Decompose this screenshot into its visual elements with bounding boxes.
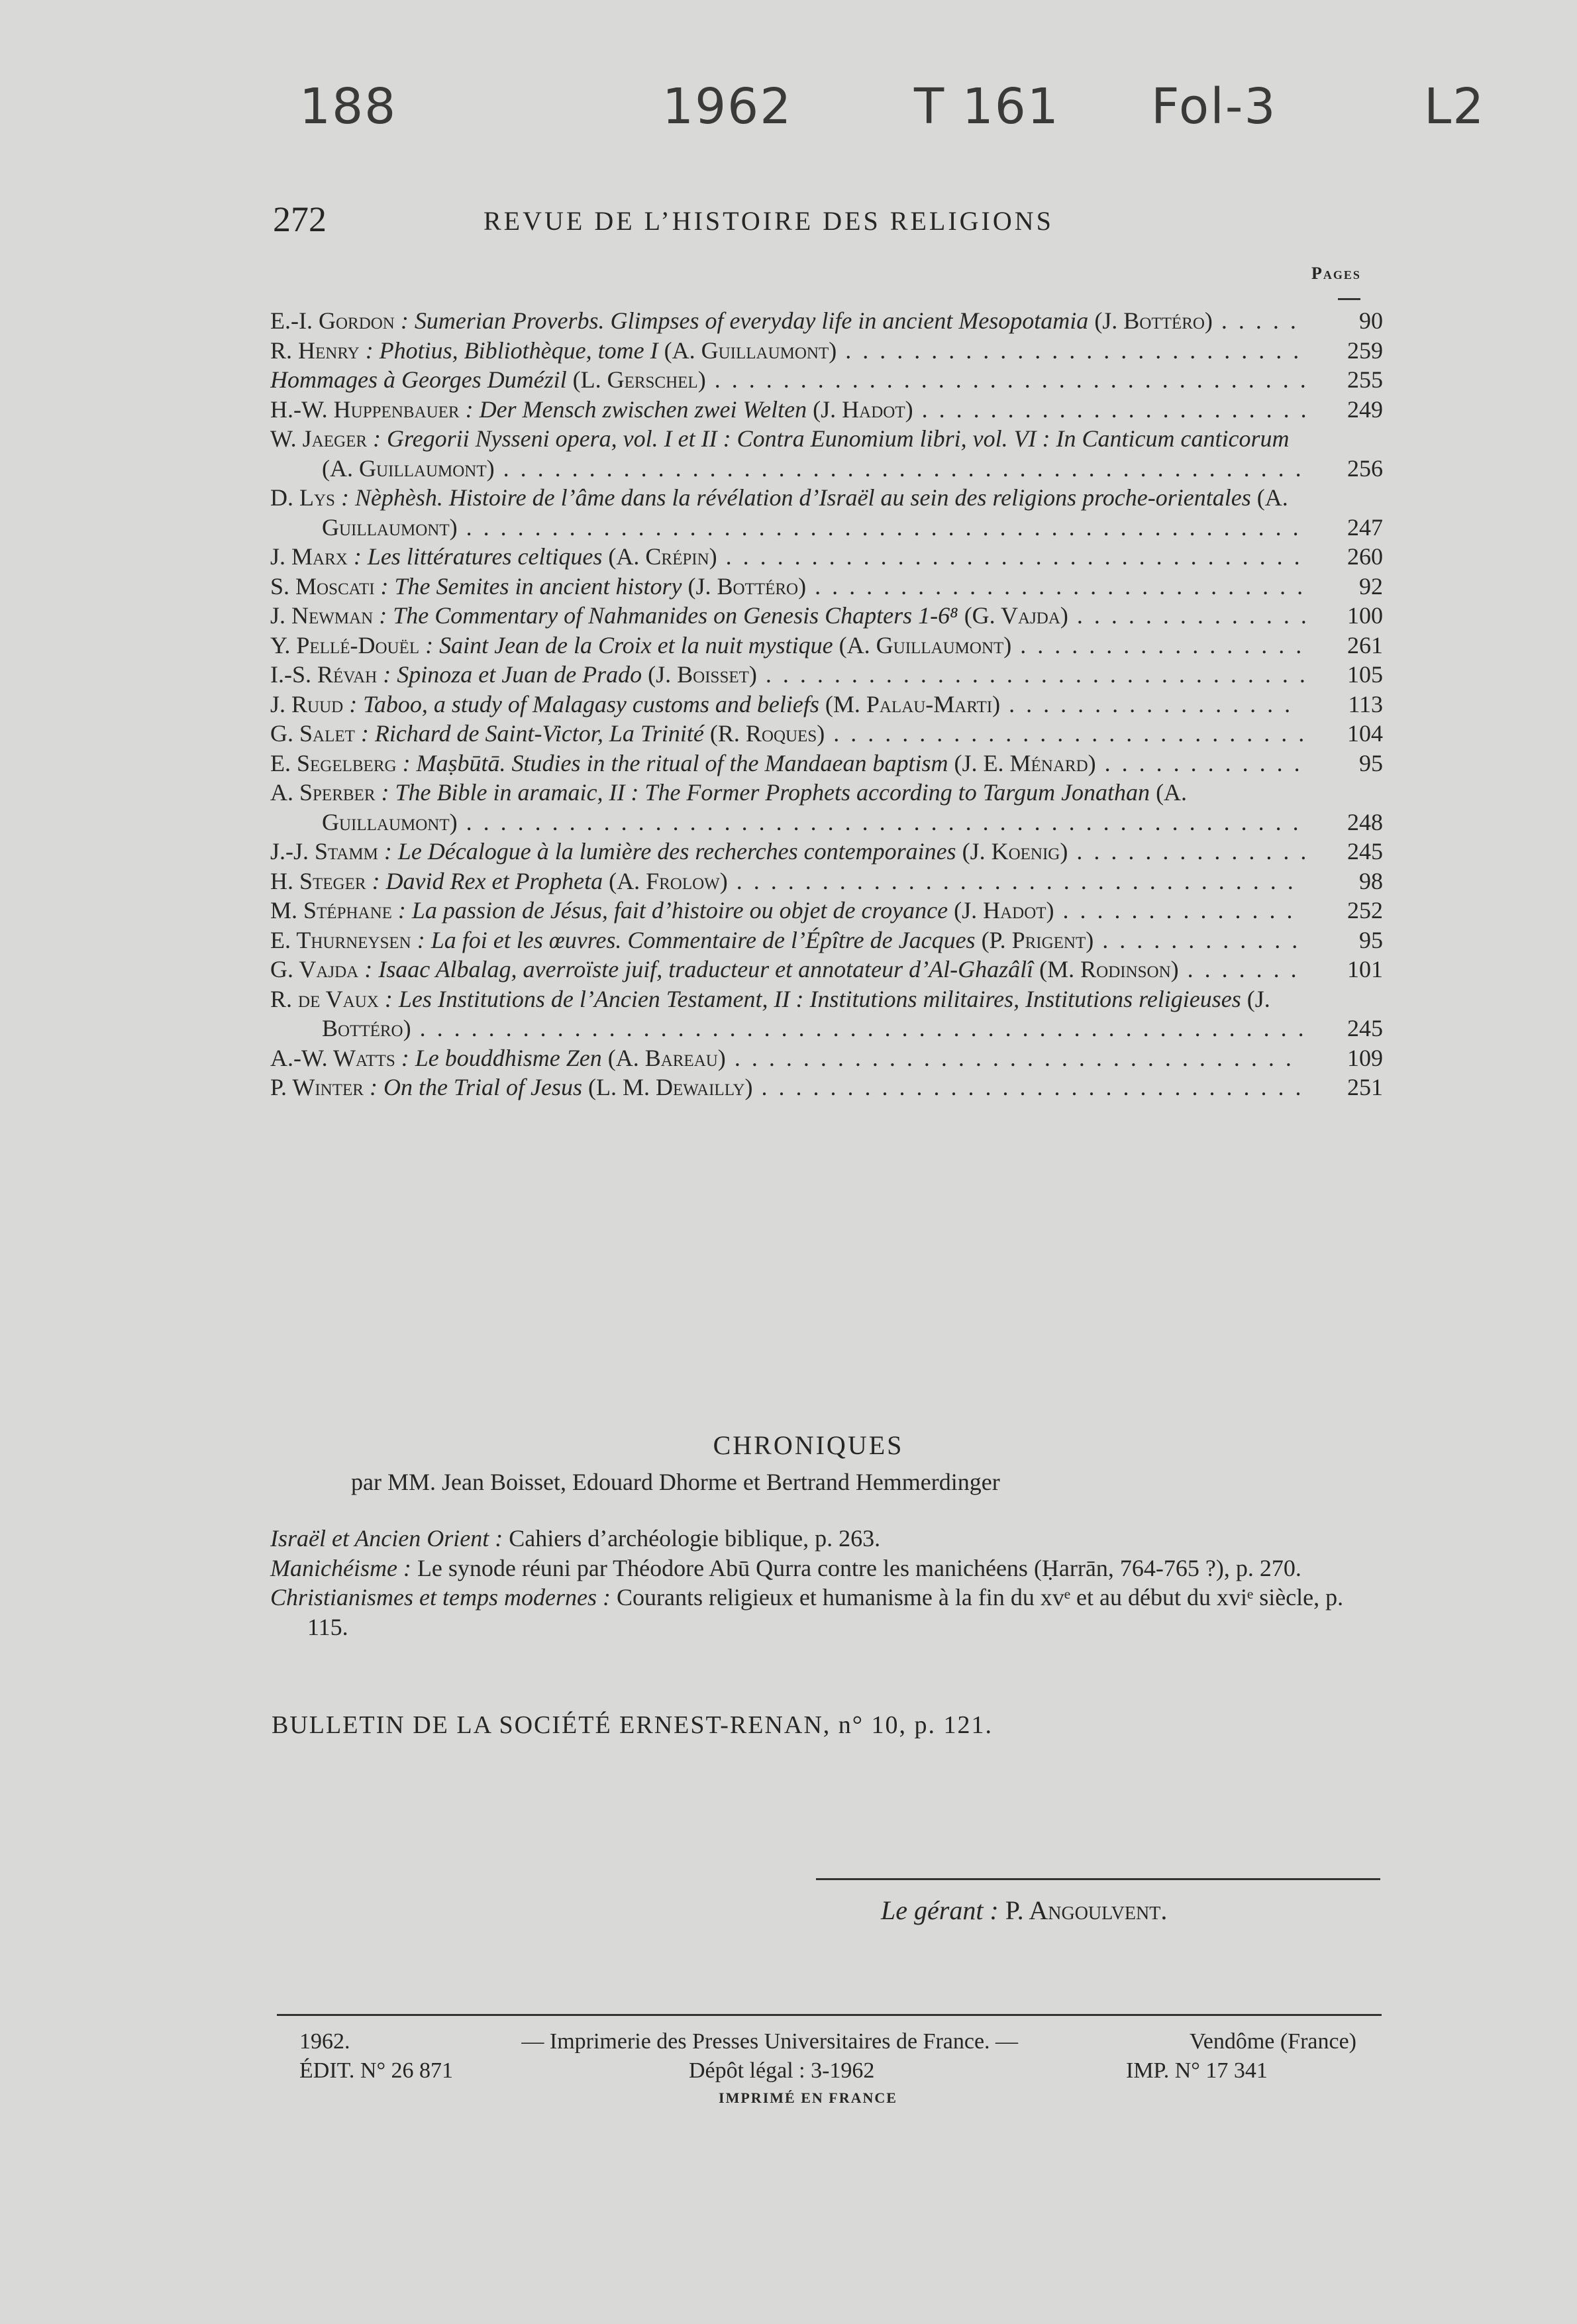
review-entry-text [270, 867, 1310, 896]
review-author: J. Newman [270, 602, 374, 629]
review-title: : Gregorii Nysseni opera, vol. I et II : Contra Eunomium libri, vol. VI : In Canticum canticorum [367, 425, 1290, 452]
imprint-imp-number: IMP. N° 17 341 [1126, 2058, 1268, 2083]
chroniques-title: CHRONIQUES [713, 1430, 904, 1460]
chronique-text: Courants religieux et humanisme à la fin du xvᵉ et au début du xviᵉ siècle, p. 115. [307, 1584, 1344, 1640]
review-title: : Les Institutions de l’Ancien Testament, II : Institutions militaires, Institutions religieuses [378, 985, 1241, 1012]
chronique-item [270, 1583, 1383, 1642]
dot-leader: . . . . . . . . . . . . . . [1068, 602, 1309, 629]
review-page-number: 90 [1359, 307, 1383, 334]
divider [277, 2014, 1382, 2016]
review-reviewer: (A. Crépin) [608, 543, 717, 570]
review-author: R. Henry [270, 337, 360, 364]
review-entry [270, 925, 1383, 955]
review-page-number: 98 [1359, 867, 1383, 894]
review-author: E.-I. Gordon [270, 307, 395, 334]
review-title: : Le bouddhisme Zen [395, 1044, 602, 1071]
review-page-number: 109 [1347, 1044, 1383, 1071]
dot-leader: . . . . . . . . . . . . . . . . . . . . . . . . . . . . . . . . . . . . . . . . . . . . . . . . . . . . [411, 1015, 1307, 1041]
dot-leader: . . . . . . . . . . . . [1094, 926, 1301, 953]
review-entry-text [270, 837, 1310, 867]
review-author: R. de Vaux [270, 985, 379, 1012]
dot-leader: . . . . . . . . . . . . . . . . . . . . . . . . . . . . . [806, 572, 1306, 600]
dot-leader: . . . . . . . . . . . . . . . . . . . . . . . . . . . . . . . . . [725, 1044, 1294, 1071]
review-entry [270, 424, 1383, 483]
review-entry-text [270, 601, 1310, 631]
chronique-item [270, 1554, 1383, 1583]
review-entry [270, 690, 1383, 719]
review-author: W. Jaeger [270, 425, 368, 452]
review-author: A.-W. Watts [270, 1044, 395, 1071]
dot-leader: . . . . . . . . . . . . . . . . . . . . . . . . . . . . . . . . [756, 661, 1308, 688]
review-reviewer: (A. Bareau) [607, 1044, 726, 1071]
review-reviewer: (J. Koenig) [962, 838, 1068, 865]
handwritten-note: L2 [1424, 78, 1486, 135]
dot-leader: . . . . . . . . . . . . . . . . . . . . . . . . . . . . [825, 720, 1307, 747]
review-title: : Taboo, a study of Malagasy customs and beliefs [343, 690, 819, 717]
page-number: 272 [273, 199, 327, 239]
review-entry [270, 778, 1383, 837]
dot-leader: . . . . . . . . . . . . . . . . . [1000, 690, 1294, 717]
review-title: : The Commentary of Nahmanides on Genesis Chapters 1-6⁸ [373, 602, 958, 629]
review-author: H. Steger [270, 867, 366, 894]
handwritten-note: 188 [299, 78, 397, 135]
review-entry [270, 837, 1383, 867]
review-author: E. Thurneysen [270, 926, 411, 953]
review-reviewer: (A. Guillaumont) [839, 631, 1012, 659]
review-entry [270, 984, 1383, 1043]
review-page-number: 252 [1347, 897, 1383, 924]
review-reviewer: (A. Guillaumont) [322, 484, 1288, 541]
dot-leader: . . . . . . . . . . . . [1095, 749, 1303, 776]
running-title: REVUE DE L’HISTOIRE DES RELIGIONS [483, 206, 1054, 236]
imprint [299, 2027, 1356, 2107]
review-entry [270, 749, 1383, 778]
chroniques-byline: par MM. Jean Boisset, Edouard Dhorme et Bertrand Hemmerdinger [351, 1469, 1000, 1495]
review-reviewer: (R. Roques) [709, 720, 825, 747]
review-reviewer: (J. Bottéro) [687, 572, 807, 600]
review-entry [270, 483, 1383, 542]
pages-column-label: Pages [1311, 264, 1361, 283]
dot-leader: . . . . . . . . . . . . . . . . . . . . . . . . . . . . . . . . . . . . . . . . . . . . . . . . . [457, 513, 1301, 541]
review-title: : Spinoza et Juan de Prado [377, 661, 642, 688]
review-title: : The Semites in ancient history [374, 572, 682, 600]
review-entry-text [270, 690, 1310, 719]
review-entry-text [270, 719, 1310, 749]
review-page-number: 260 [1347, 543, 1383, 570]
review-reviewer: (A. Frolow) [609, 867, 728, 894]
dot-leader: . . . . . . . . . . . . . . [1068, 838, 1309, 865]
review-title: : La passion de Jésus, fait d’histoire ou objet de croyance [391, 897, 948, 924]
dot-leader: . . . . . . . . . . . . . . . . . [1011, 631, 1305, 659]
chronique-text: Cahiers d’archéologie biblique, p. 263. [503, 1525, 881, 1552]
review-entry-text [270, 424, 1310, 483]
review-page-number: 92 [1359, 572, 1383, 600]
review-title: : La foi et les œuvres. Commentaire de l’Épître de Jacques [411, 926, 976, 953]
gerant-line [881, 1895, 1167, 1926]
review-entry [270, 306, 1383, 336]
review-page-number: 255 [1347, 366, 1383, 393]
review-entry-text [270, 984, 1310, 1043]
dot-leader: . . . . . . . . . . . . . . . . . . . . . . . . . . . . . . . . . . . [705, 366, 1309, 393]
review-reviewer: (A. Guillaumont) [322, 454, 495, 482]
review-entry-text [270, 749, 1310, 778]
review-entry [270, 631, 1383, 660]
dot-leader: . . . . . . . . . . . . . . . . . . . . . . . . . . . . . . . . [752, 1074, 1304, 1100]
review-author: D. Lys [270, 484, 335, 511]
review-title: : Maṣbūtā. Studies in the ritual of the Mandaean baptism [396, 749, 948, 776]
review-author: I.-S. Révah [270, 661, 378, 688]
review-entry-text [270, 1073, 1310, 1102]
review-author: G. Salet [270, 720, 355, 747]
dot-leader: . . . . . . . . . . . . . . . . . . . . . . . . . . . . . . . . . . . . . . . . . . . . . . . . . [457, 808, 1301, 835]
imprint-printed-in: IMPRIMÉ EN FRANCE [719, 2089, 897, 2106]
review-entry-text [270, 365, 1310, 395]
chroniques-list [270, 1524, 1383, 1642]
imprint-depot-legal: Dépôt légal : 3-1962 [689, 2058, 875, 2083]
review-title: : Les littératures celtiques [347, 543, 603, 570]
review-reviewer: (M. Rodinson) [1039, 956, 1179, 982]
review-title: : Richard de Saint-Victor, La Trinité [354, 720, 704, 747]
review-title: : Sumerian Proverbs. Glimpses of everyday life in ancient Mesopotamia [394, 307, 1089, 334]
review-entry-text [270, 336, 1310, 366]
review-entry [270, 1073, 1383, 1102]
chronique-heading: Manichéisme : [270, 1554, 411, 1581]
review-author: E. Segelberg [270, 749, 397, 776]
review-entry-text [270, 955, 1310, 984]
review-page-number: 104 [1347, 720, 1383, 747]
review-reviewer: (J. Bottéro) [1094, 307, 1213, 334]
review-entry [270, 336, 1383, 366]
chronique-text: Le synode réuni par Théodore Abū Qurra contre les manichéens (Ḥarrān, 764-765 ?), p. 270. [411, 1554, 1301, 1581]
review-reviewer: (L. Gerschel) [572, 366, 706, 393]
review-page-number: 113 [1348, 690, 1383, 717]
review-entry-text [270, 660, 1310, 690]
review-title: : Le Décalogue à la lumière des recherches contemporaines [378, 838, 956, 865]
review-page-number: 101 [1347, 956, 1383, 982]
page-header [273, 199, 1386, 238]
review-entry [270, 395, 1383, 425]
review-entry-text [270, 542, 1310, 572]
review-author: J. Ruud [270, 690, 344, 717]
review-author: A. Sperber [270, 779, 376, 806]
review-page-number: 256 [1347, 454, 1383, 482]
imprint-printer: — Imprimerie des Presses Universitaires de France. — [521, 2029, 1019, 2054]
review-page-number: 95 [1359, 926, 1383, 953]
review-entry-text [270, 395, 1310, 425]
dot-leader: . . . . . . . [1178, 956, 1299, 982]
imprint-edit-number: ÉDIT. N° 26 871 [299, 2058, 454, 2083]
bulletin-line: BULLETIN DE LA SOCIÉTÉ ERNEST-RENAN, n° 10, p. 121. [272, 1711, 993, 1739]
review-entry [270, 365, 1383, 395]
review-entry [270, 572, 1383, 602]
review-author: G. Vajda [270, 956, 359, 982]
imprint-year: 1962. [299, 2029, 350, 2054]
review-title: : Photius, Bibliothèque, tome I [359, 337, 658, 364]
review-list [270, 306, 1383, 1102]
chronique-item [270, 1524, 1383, 1554]
review-entry-text [270, 896, 1310, 925]
review-entry [270, 601, 1383, 631]
review-author: J. Marx [270, 543, 348, 570]
review-reviewer: (J. Bottéro) [322, 985, 1270, 1041]
review-entry-text [270, 925, 1310, 955]
review-reviewer: (J. Hadot) [813, 396, 913, 423]
dot-leader: . . . . . [1212, 307, 1299, 334]
review-reviewer: (G. Vajda) [964, 602, 1068, 629]
review-page-number: 249 [1347, 396, 1383, 423]
review-title: : Nèphèsh. Histoire de l’âme dans la révélation d’Israël au sein des religions proche-orientales [334, 484, 1251, 511]
handwritten-note: T 161 [914, 78, 1060, 135]
dot-leader: . . . . . . . . . . . . . . . . . . . . . . . . . . . [837, 337, 1302, 364]
handwritten-note: Fol-3 [1151, 78, 1277, 135]
review-reviewer: (P. Prigent) [981, 926, 1094, 953]
review-entry [270, 867, 1383, 896]
dot-leader: . . . . . . . . . . . . . . . . . . . . . . . . . . . . . . . . . . . . . . . . . . . . . . . [494, 454, 1304, 482]
review-entry-text [270, 778, 1310, 837]
dot-leader: . . . . . . . . . . . . . . . . . . . . . . . [913, 396, 1309, 423]
review-author: J.-J. Stamm [270, 838, 378, 865]
divider [816, 1878, 1380, 1880]
dot-leader: . . . . . . . . . . . . . . . . . . . . . . . . . . . . . . . . . [727, 867, 1296, 894]
review-entry-text [270, 572, 1310, 602]
review-entry [270, 660, 1383, 690]
review-page-number: 261 [1347, 631, 1383, 659]
review-page-number: 245 [1347, 838, 1383, 865]
imprint-place: Vendôme (France) [1189, 2029, 1356, 2054]
handwritten-note: 1962 [662, 78, 793, 135]
review-reviewer: (J. Boisset) [648, 661, 757, 688]
review-reviewer: (A. Guillaumont) [322, 779, 1188, 835]
review-page-number: 105 [1347, 661, 1383, 688]
review-entry [270, 1043, 1383, 1073]
review-author: H.-W. Huppenbauer [270, 396, 460, 423]
review-entry [270, 542, 1383, 572]
review-title: : The Bible in aramaic, II : The Former Prophets according to Targum Jonathan [375, 779, 1150, 806]
review-page-number: 245 [1347, 1015, 1383, 1041]
review-entry-text [270, 483, 1310, 542]
review-entry-text [270, 631, 1310, 660]
review-title: : Isaac Albalag, averroïste juif, traducteur et annotateur d’Al-Ghazâlî [358, 956, 1034, 982]
review-entry-text [270, 1043, 1310, 1073]
review-author: Y. Pellé-Douël [270, 631, 420, 659]
review-page-number: 248 [1347, 808, 1383, 835]
review-author: M. Stéphane [270, 897, 392, 924]
review-reviewer: (J. Hadot) [954, 897, 1054, 924]
dot-leader: . . . . . . . . . . . . . . [1054, 897, 1296, 924]
review-reviewer: (M. Palau-Marti) [825, 690, 1001, 717]
review-title: : David Rex et Propheta [366, 867, 603, 894]
gerant-name: P. Angoulvent. [1005, 1895, 1168, 1925]
review-page-number: 100 [1347, 602, 1383, 629]
dot-leader: . . . . . . . . . . . . . . . . . . . . . . . . . . . . . . . . . . [717, 543, 1303, 570]
review-page-number: 259 [1347, 337, 1383, 364]
review-entry [270, 955, 1383, 984]
review-entry-text [270, 306, 1310, 336]
chronique-heading: Israël et Ancien Orient : [270, 1525, 503, 1552]
pages-dash-divider [1338, 298, 1360, 300]
review-author: P. Winter [270, 1074, 364, 1100]
review-title: Hommages à Georges Dumézil [270, 366, 567, 393]
chronique-heading: Christianismes et temps modernes : [270, 1584, 611, 1611]
review-entry [270, 896, 1383, 925]
review-title: : Der Mensch zwischen zwei Welten [459, 396, 807, 423]
review-reviewer: (J. E. Ménard) [954, 749, 1096, 776]
review-entry [270, 719, 1383, 749]
review-title: : Saint Jean de la Croix et la nuit mystique [419, 631, 833, 659]
review-reviewer: (A. Guillaumont) [664, 337, 837, 364]
gerant-label: Le gérant : [881, 1895, 999, 1925]
review-author: S. Moscati [270, 572, 375, 600]
review-page-number: 95 [1359, 749, 1383, 776]
review-title: : On the Trial of Jesus [363, 1074, 582, 1100]
review-page-number: 251 [1347, 1074, 1383, 1100]
review-page-number: 247 [1347, 513, 1383, 541]
review-reviewer: (L. M. Dewailly) [587, 1074, 753, 1100]
